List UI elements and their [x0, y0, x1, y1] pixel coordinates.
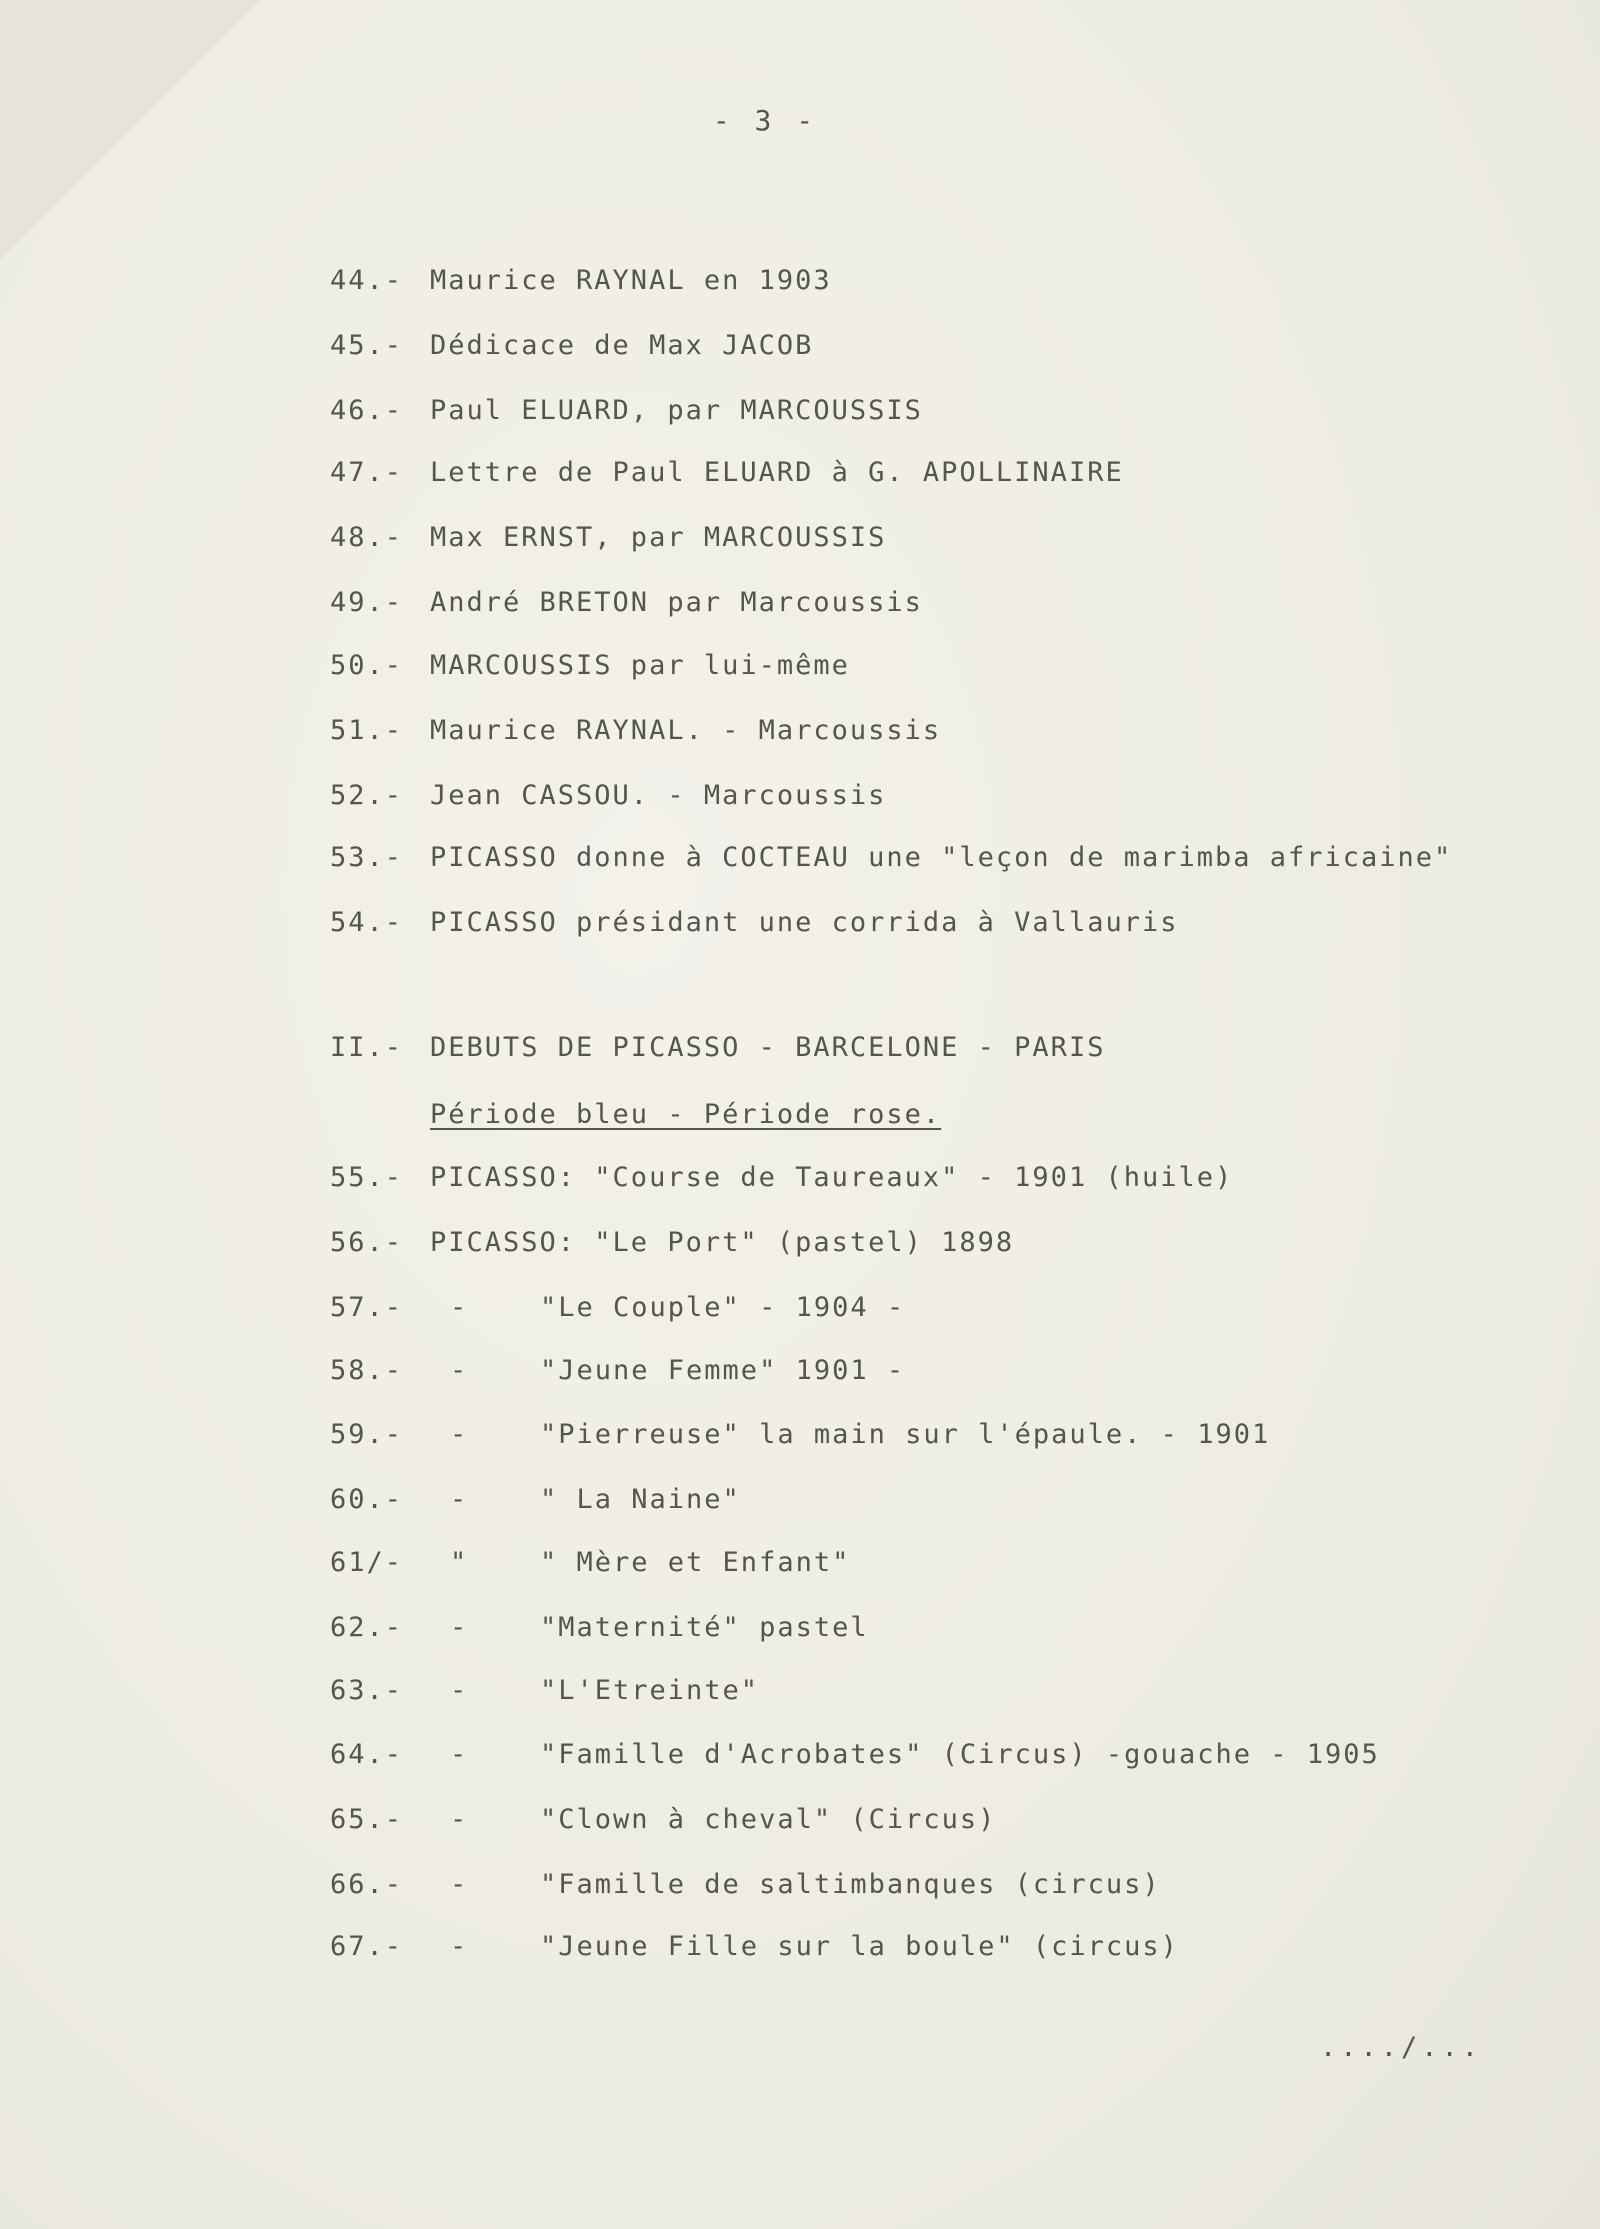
- list-item: 52.- Jean CASSOU. - Marcoussis: [330, 780, 887, 811]
- section-subtitle: Période bleu - Période rose.: [430, 1099, 942, 1130]
- list-item: 65.- - "Clown à cheval" (Circus): [330, 1804, 997, 1835]
- section-heading: II.- DEBUTS DE PICASSO - BARCELONE - PARIS: [330, 1032, 1106, 1063]
- list-item: 49.- André BRETON par Marcoussis: [330, 587, 923, 618]
- list-item: 45.- Dédicace de Max JACOB: [330, 330, 814, 361]
- list-item: 63.- - "L'Etreinte": [330, 1675, 760, 1706]
- list-item: 57.- - "Le Couple" - 1904 -: [330, 1292, 906, 1323]
- list-item: 50.- MARCOUSSIS par lui-même: [330, 650, 850, 681]
- list-item: 66.- - "Famille de saltimbanques (circus): [330, 1869, 1161, 1900]
- list-item: 61/- " " Mère et Enfant": [330, 1547, 851, 1578]
- list-item: 58.- - "Jeune Femme" 1901 -: [330, 1355, 906, 1386]
- list-item: 54.- PICASSO présidant une corrida à Vallauris: [330, 907, 1179, 938]
- continuation-mark: ..../...: [1320, 2032, 1483, 2063]
- list-item: 64.- - "Famille d'Acrobates" (Circus) -gouache - 1905: [330, 1739, 1380, 1770]
- list-item: 44.- Maurice RAYNAL en 1903: [330, 265, 832, 296]
- list-item: 62.- - "Maternité" pastel: [330, 1612, 869, 1643]
- list-item: 46.- Paul ELUARD, par MARCOUSSIS: [330, 395, 923, 426]
- list-item: 51.- Maurice RAYNAL. - Marcoussis: [330, 715, 942, 746]
- list-item: 48.- Max ERNST, par MARCOUSSIS: [330, 522, 887, 553]
- list-item: 47.- Lettre de Paul ELUARD à G. APOLLINAIRE: [330, 457, 1124, 488]
- list-item: 60.- - " La Naine": [330, 1484, 741, 1515]
- list-item: 55.- PICASSO: "Course de Taureaux" - 1901 (huile): [330, 1162, 1234, 1193]
- list-item: 56.- PICASSO: "Le Port" (pastel) 1898: [330, 1227, 1015, 1258]
- list-item: 53.- PICASSO donne à COCTEAU une "leçon de marimba africaine": [330, 842, 1453, 873]
- page-number: - 3 -: [712, 104, 818, 137]
- list-item: 59.- - "Pierreuse" la main sur l'épaule. - 1901: [330, 1419, 1271, 1450]
- list-item: 67.- - "Jeune Fille sur la boule" (circus): [330, 1931, 1179, 1962]
